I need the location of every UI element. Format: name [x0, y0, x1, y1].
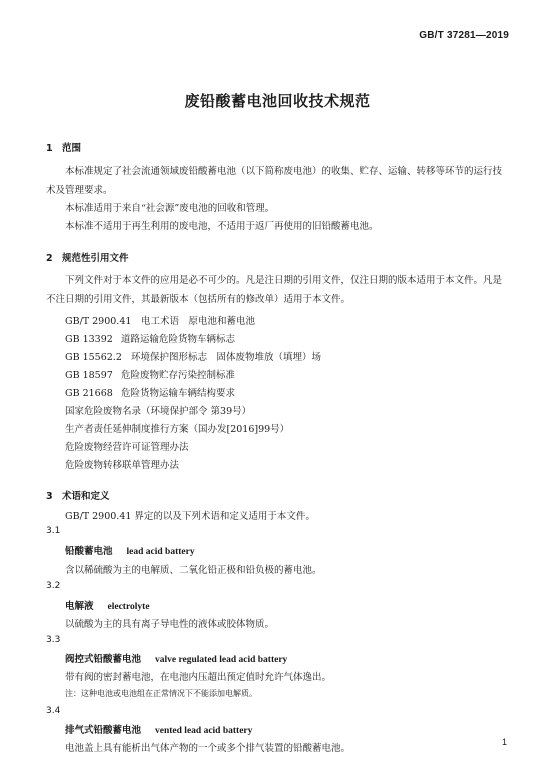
term-heading: 电解液 electrolyte	[65, 601, 150, 612]
reference-item: 国家危险废物名录（环境保护部令 第39号）	[65, 406, 252, 417]
reference-item: 生产者责任延伸制度推行方案（国办发[2016]99号）	[65, 424, 290, 435]
section-1-heading	[46, 140, 81, 154]
term-number: 3.3	[46, 635, 61, 645]
section-1-paragraph-2: 本标准适用于来自“社会源”废电池的回收和管理。	[65, 203, 275, 214]
term-number: 3.4	[46, 706, 61, 716]
section-number: 1	[46, 143, 53, 154]
section-1-paragraph-3: 本标准不适用于再生利用的废电池，不适用于返厂再使用的旧铅酸蓄电池。	[65, 221, 379, 232]
term-definition: 带有阀的密封蓄电池，在电池内压超出预定值时允许气体逸出。	[65, 672, 332, 683]
term-heading: 排气式铅酸蓄电池 vented lead acid battery	[65, 725, 253, 736]
standard-code: GB/T 37281—2019	[419, 30, 509, 41]
term-definition: 以硫酸为主的具有离子导电性的液体或胶体物质。	[65, 619, 275, 630]
section-3-heading	[46, 488, 110, 502]
section-2-heading	[46, 250, 129, 264]
term-number: 3.2	[46, 581, 61, 591]
section-title: 范围	[62, 143, 82, 154]
section-1-paragraph-1: 本标准规定了社会流通领域废铅酸蓄电池（以下简称废电池）的收集、贮存、运输、转移等环节的运行技术及管理要求。	[46, 166, 503, 196]
term-definition: 含以稀硫酸为主的电解质、二氧化铅正极和铅负极的蓄电池。	[65, 565, 322, 576]
term-heading: 铅酸蓄电池 lead acid battery	[65, 546, 195, 557]
section-3-intro: GB/T 2900.41 界定的以及下列术语和定义适用于本文件。	[65, 511, 315, 522]
term-definition: 电池盖上具有能析出气体产物的一个或多个排气装置的铅酸蓄电池。	[65, 743, 351, 754]
term-number: 3.1	[46, 526, 61, 536]
section-number: 2	[46, 253, 53, 264]
reference-item: 危险废物经营许可证管理办法	[65, 442, 189, 453]
term-note: 注：这种电池或电池组在正常情况下不能添加电解质。	[65, 689, 257, 698]
reference-item: GB 13392 道路运输危险货物车辆标志	[65, 334, 236, 345]
reference-item: GB 21668 危险货物运输车辆结构要求	[65, 388, 236, 399]
page-number: 1	[501, 737, 507, 747]
document-title: 废铅酸蓄电池回收技术规范	[184, 92, 371, 110]
section-2-intro: 下列文件对于本文件的应用是必不可少的。凡是注日期的引用文件，仅注日期的版本适用于本文件。凡是不注日期的引用文件，其最新版本（包括所有的修改单）适用于本文件。	[46, 275, 503, 305]
section-title: 规范性引用文件	[62, 253, 129, 264]
section-title: 术语和定义	[62, 491, 110, 502]
term-heading: 阀控式铅酸蓄电池 valve regulated lead acid battery	[65, 654, 288, 665]
reference-item: GB 18597 危险废物贮存污染控制标准	[65, 370, 236, 381]
reference-item: 危险废物转移联单管理办法	[65, 460, 180, 471]
section-number: 3	[46, 491, 53, 502]
reference-item: GB 15562.2 环境保护图形标志 固体废物堆放（填埋）场	[65, 352, 322, 363]
reference-item: GB/T 2900.41 电工术语 原电池和蓄电池	[65, 316, 256, 327]
